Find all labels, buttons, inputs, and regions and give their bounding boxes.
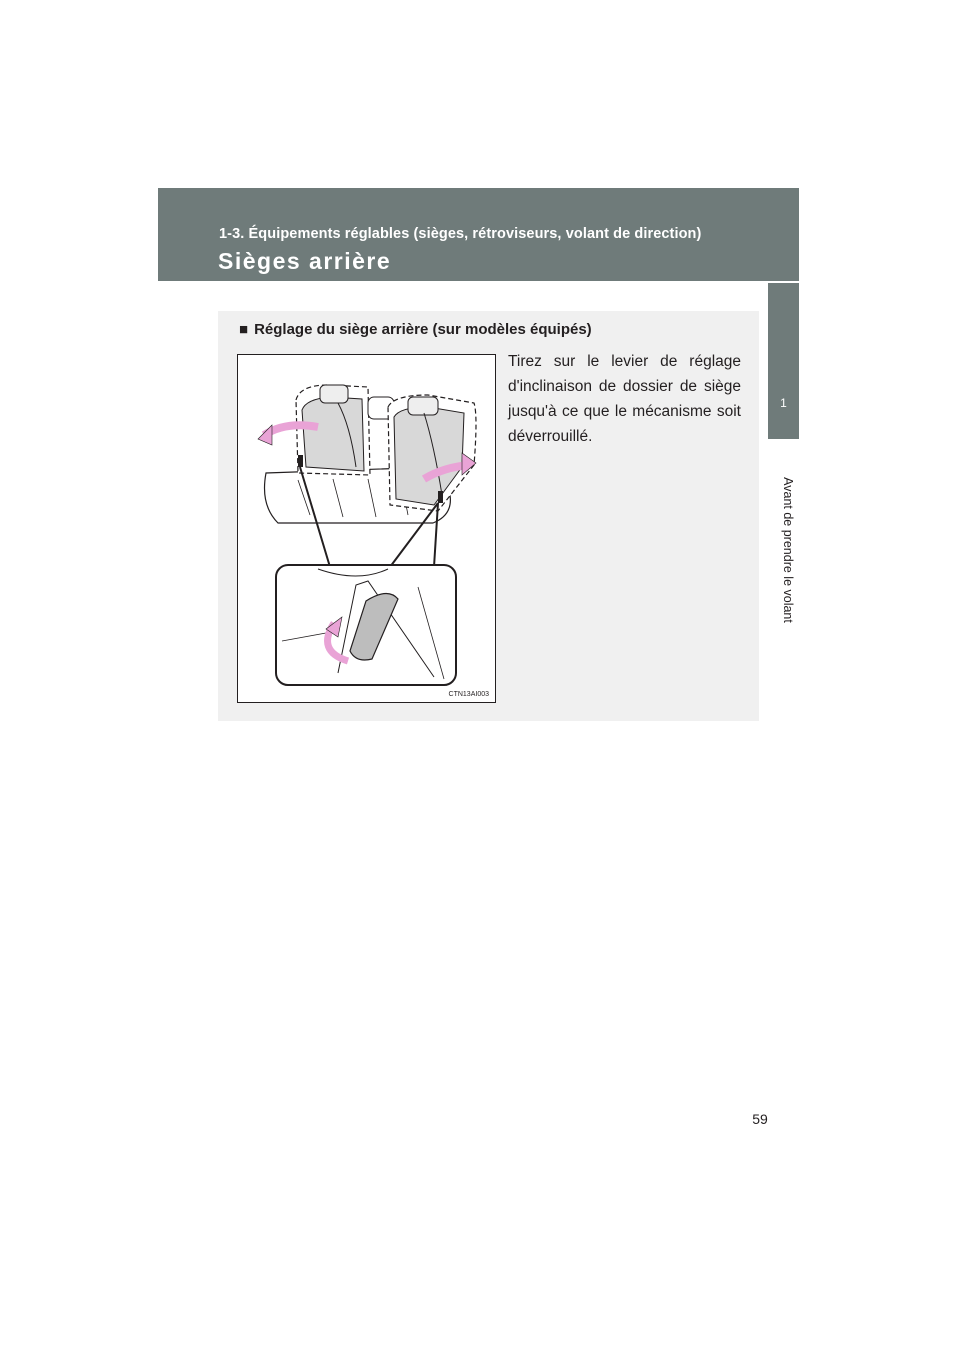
section-title: 1-3. Équipements réglables (sièges, rétroviseurs, volant de direction) <box>219 226 702 242</box>
chapter-header <box>158 188 799 281</box>
chapter-number: 1 <box>780 396 787 410</box>
chapter-side-label: Avant de prendre le volant <box>781 477 795 623</box>
page-number: 59 <box>752 1111 768 1127</box>
page-title: Sièges arrière <box>218 248 392 274</box>
illustration-code: CTN13AI003 <box>448 691 489 698</box>
subsection-heading <box>239 321 592 338</box>
square-bullet-icon: ■ <box>239 321 249 338</box>
chapter-tab <box>768 283 799 439</box>
subsection-heading-text: Réglage du siège arrière (sur modèles équipés) <box>254 321 592 338</box>
instruction-text: Tirez sur le levier de réglage d'inclinaison de dossier de siège jusqu'à ce que le mécanisme soit déverrouillé. <box>508 353 741 445</box>
rear-seat-drawing <box>238 355 497 704</box>
info-box <box>218 311 759 721</box>
seat-illustration <box>237 354 496 703</box>
